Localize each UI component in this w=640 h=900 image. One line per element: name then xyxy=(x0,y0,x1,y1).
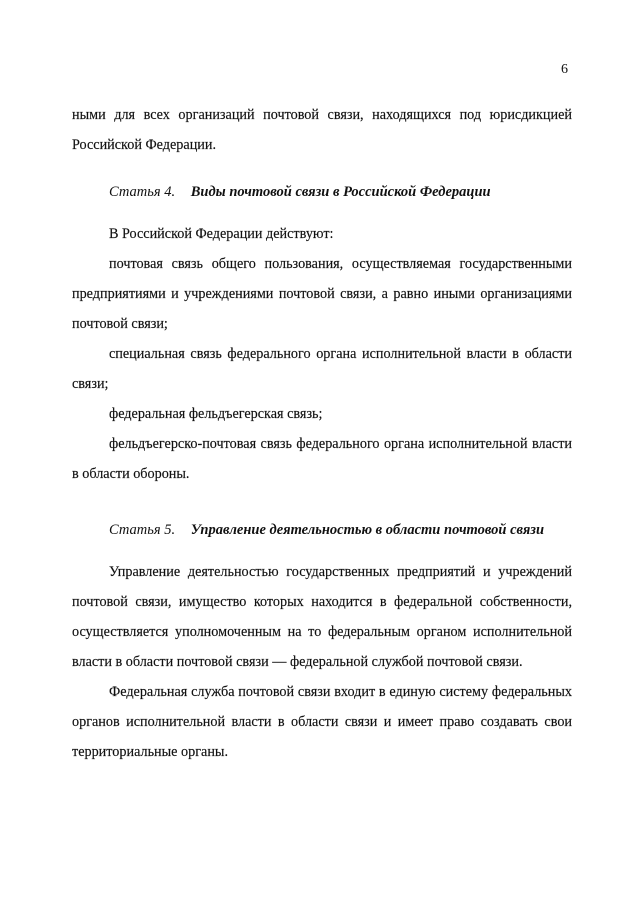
article-4-paragraph: специальная связь федерального органа исполнительной власти в области связи; xyxy=(72,346,572,392)
article-4-title: Виды почтовой связи в Российской Федерации xyxy=(190,184,491,200)
article-4-paragraph: фельдъегерско-почтовая связь федерального органа исполнительной власти в области обороны. xyxy=(72,436,572,482)
article-4-heading xyxy=(109,184,491,201)
article-4-paragraph: В Российской Федерации действуют: xyxy=(109,226,334,242)
article-5-body xyxy=(72,557,572,767)
article-4-paragraph: почтовая связь общего пользования, осуществляемая государственными предприятиями и учреждениями почтовой связи, а равно иными организациями почтовой связи; xyxy=(72,256,572,332)
article-5-heading xyxy=(109,522,544,539)
article-5-paragraph: Федеральная служба почтовой связи входит в единую систему федеральных органов исполнительной власти в области связи и имеет право создавать свои территориальные органы. xyxy=(72,684,572,760)
article-5-number: Статья 5. xyxy=(109,522,176,538)
article-5-title: Управление деятельностью в области почтовой связи xyxy=(190,522,545,538)
article-5-paragraph: Управление деятельностью государственных предприятий и учреждений почтовой связи, имущество которых находится в федеральной собственности, осуществляется уполномоченным на то федеральным органом исполнительной власти в области почтовой связи — федеральной службой почтовой связи. xyxy=(72,564,572,670)
article-4-paragraph: федеральная фельдъегерская связь; xyxy=(109,406,323,422)
intro-paragraph xyxy=(72,100,572,160)
article-4-number: Статья 4. xyxy=(109,184,176,200)
page-number: 6 xyxy=(561,62,568,77)
article-4-body xyxy=(72,219,572,489)
intro-continuation-text: ными для всех организаций почтовой связи, находящихся под юрисдикцией Российской Федерации. xyxy=(72,107,572,153)
